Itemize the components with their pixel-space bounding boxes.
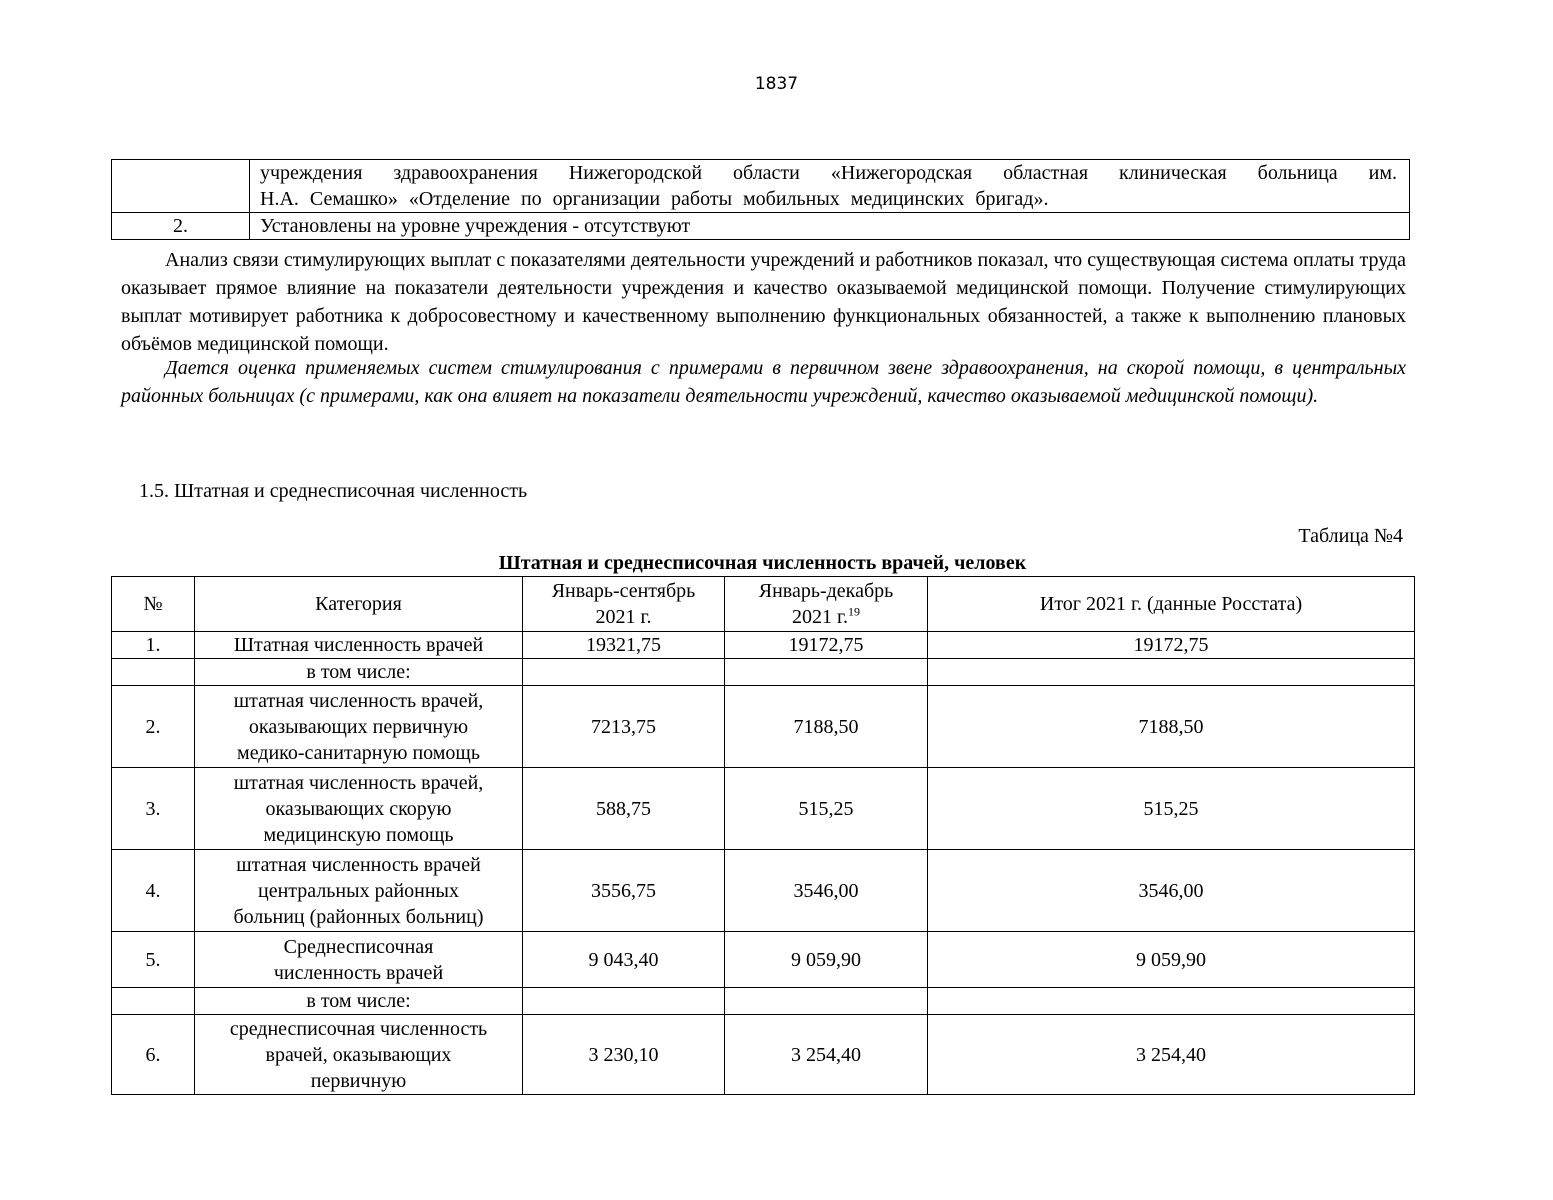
header-line: Январь-сентябрь bbox=[551, 580, 696, 602]
value-jan-dec: 19172,75 bbox=[725, 632, 928, 659]
value-total: 515,25 bbox=[928, 768, 1415, 850]
header-line: Январь-декабрь bbox=[758, 580, 894, 602]
table-row bbox=[112, 686, 1415, 768]
continuation-table bbox=[111, 159, 1410, 240]
table-header-row bbox=[112, 577, 1415, 632]
row-number: 3. bbox=[112, 768, 195, 850]
table-row bbox=[112, 160, 1410, 213]
row-number: 5. bbox=[112, 932, 195, 988]
row-text-line: Н.А. Семашко» «Отделение по организации работы мобильных медицинских бригад». bbox=[260, 188, 1049, 210]
category-line: в том числе: bbox=[306, 661, 411, 683]
value-jan-sep: 588,75 bbox=[523, 768, 725, 850]
value-jan-dec: 3 254,40 bbox=[725, 1015, 928, 1095]
category-line: в том числе: bbox=[306, 990, 411, 1012]
value-jan-dec: 9 059,90 bbox=[725, 932, 928, 988]
value-jan-sep: 9 043,40 bbox=[523, 932, 725, 988]
row-number: 4. bbox=[112, 850, 195, 932]
row-category bbox=[195, 850, 523, 932]
header-category: Категория bbox=[195, 577, 523, 632]
category-line: Среднесписочная bbox=[283, 935, 434, 958]
value-total: 3 254,40 bbox=[928, 1015, 1415, 1095]
row-number: 2. bbox=[112, 213, 250, 240]
row-number bbox=[112, 160, 250, 213]
row-category bbox=[195, 932, 523, 988]
table-row bbox=[112, 1015, 1415, 1095]
header-number: № bbox=[112, 577, 195, 632]
value-jan-dec: 7188,50 bbox=[725, 686, 928, 768]
table-row bbox=[112, 768, 1415, 850]
header-jan-dec bbox=[725, 577, 928, 632]
table-title: Штатная и среднесписочная численность врачей, человек bbox=[498, 552, 1027, 574]
category-line: штатная численность врачей bbox=[236, 853, 481, 876]
row-number bbox=[112, 659, 195, 686]
value-total: 7188,50 bbox=[928, 686, 1415, 768]
value-jan-dec: 3546,00 bbox=[725, 850, 928, 932]
value-jan-dec bbox=[725, 988, 928, 1015]
value-jan-sep bbox=[523, 988, 725, 1015]
header-jan-sep bbox=[523, 577, 725, 632]
header-line: 2021 г. bbox=[595, 606, 652, 628]
category-line: медико-санитарную помощь bbox=[237, 741, 480, 764]
category-line: врачей, оказывающих bbox=[265, 1043, 452, 1066]
row-text bbox=[250, 160, 1410, 213]
value-total bbox=[928, 659, 1415, 686]
value-jan-sep: 19321,75 bbox=[523, 632, 725, 659]
row-number: 2. bbox=[112, 686, 195, 768]
row-number bbox=[112, 988, 195, 1015]
footnote-mark: 19 bbox=[847, 604, 860, 619]
category-line: штатная численность врачей, bbox=[233, 771, 484, 794]
value-jan-dec bbox=[725, 659, 928, 686]
row-category bbox=[195, 686, 523, 768]
category-line: больниц (районных больниц) bbox=[233, 905, 484, 928]
category-line: оказывающих скорую bbox=[265, 797, 452, 820]
category-line: медицинскую помощь bbox=[263, 823, 454, 846]
header-total-rosstat: Итог 2021 г. (данные Росстата) bbox=[928, 577, 1415, 632]
category-line: первичную bbox=[310, 1069, 407, 1092]
category-line: Штатная численность врачей bbox=[233, 634, 484, 656]
value-jan-sep bbox=[523, 659, 725, 686]
value-total: 3546,00 bbox=[928, 850, 1415, 932]
assessment-paragraph: Дается оценка применяемых систем стимулирования с примерами в первичном звене здравоохранения, на скорой помощи, в центральных районных больницах (с примерами, как она влияет на показатели деятельности учреждений, качество оказываемой медицинской помощи). bbox=[121, 357, 1406, 407]
row-number: 6. bbox=[112, 1015, 195, 1095]
table-row bbox=[112, 632, 1415, 659]
row-text-line: учреждения здравоохранения Нижегородской области «Нижегородская областная клиническая больница им. bbox=[260, 162, 1397, 184]
row-category bbox=[195, 1015, 523, 1095]
category-line: центральных районных bbox=[258, 879, 459, 902]
header-year: 2021 г. bbox=[792, 606, 848, 628]
category-line: штатная численность врачей, bbox=[233, 689, 484, 712]
page-number: 1837 bbox=[754, 74, 799, 94]
value-jan-dec: 515,25 bbox=[725, 768, 928, 850]
row-category bbox=[195, 632, 523, 659]
row-number: 1. bbox=[112, 632, 195, 659]
section-heading: 1.5. Штатная и среднесписочная численность bbox=[139, 480, 528, 502]
staffing-table bbox=[111, 576, 1415, 1095]
table-row bbox=[112, 932, 1415, 988]
row-category bbox=[195, 768, 523, 850]
value-jan-sep: 3556,75 bbox=[523, 850, 725, 932]
table-row bbox=[112, 659, 1415, 686]
value-total: 9 059,90 bbox=[928, 932, 1415, 988]
analysis-paragraph: Анализ связи стимулирующих выплат с показателями деятельности учреждений и работников показал, что существующая система оплаты труда оказывает прямое влияние на показатели деятельности учреждения и качество оказываемой медицинской помощи. Получение стимулирующих выплат мотивирует работника к добросовестному и качественному выполнению функциональных обязанностей, а также к выполнению плановых объёмов медицинской помощи. bbox=[121, 249, 1406, 355]
row-category bbox=[195, 988, 523, 1015]
value-total bbox=[928, 988, 1415, 1015]
value-jan-sep: 3 230,10 bbox=[523, 1015, 725, 1095]
category-line: численность врачей bbox=[273, 961, 444, 984]
table-row bbox=[112, 213, 1410, 240]
row-text: Установлены на уровне учреждения - отсутствуют bbox=[250, 213, 1410, 240]
table-number: Таблица №4 bbox=[1298, 525, 1403, 547]
table-row bbox=[112, 850, 1415, 932]
header-line bbox=[725, 604, 927, 630]
category-line: среднесписочная численность bbox=[229, 1017, 488, 1040]
value-jan-sep: 7213,75 bbox=[523, 686, 725, 768]
category-line: оказывающих первичную bbox=[248, 715, 469, 738]
table-row bbox=[112, 988, 1415, 1015]
row-category bbox=[195, 659, 523, 686]
value-total: 19172,75 bbox=[928, 632, 1415, 659]
